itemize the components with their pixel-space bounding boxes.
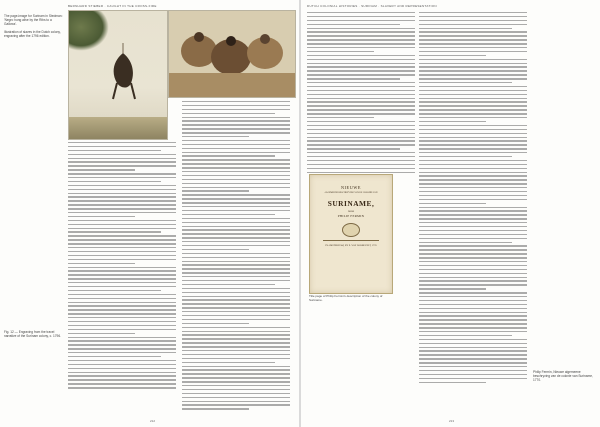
body-column-3 — [307, 12, 415, 175]
title-page-emblem — [342, 223, 360, 237]
running-head-right: DUTCH COLONIAL HISTORIES · SURINAM · SLAVERY AND REPRESENTATION — [307, 4, 437, 8]
book-title-page-image — [309, 174, 393, 294]
title-page-head: NIEUWE — [340, 185, 362, 190]
colonial-scene-illustration — [169, 11, 295, 97]
hanging-figure-illustration — [103, 43, 143, 103]
body-column-4 — [419, 12, 527, 386]
title-page-rule — [323, 240, 379, 241]
body-column-2 — [182, 101, 290, 412]
body-column-1 — [68, 142, 176, 391]
margin-caption-right: Philip Fermin, Nieuwe algemeene beschryving van de colonie van Suriname, 1770. — [533, 370, 593, 383]
side-caption — [4, 14, 64, 41]
engraving-plate-middle — [168, 10, 296, 98]
footnote-left: Fig. 12 — Engraving from the travel narrative of the Surinam colony, c. 1796. — [4, 330, 61, 339]
side-caption-text-1: The page-image for Surinam in Stedman: 'Negro hung alive by the Ribs to a Gallows'. — [4, 14, 63, 27]
title-page-caption: Title page of Philip Fermin's description of the colony of Suriname. — [309, 294, 383, 302]
title-page-by: DOOR — [347, 211, 355, 213]
folio-left: 212 — [150, 419, 156, 423]
side-caption-text-2: Illustration of slaves in the Dutch colony, engraving after the 1796 edition. — [4, 29, 61, 38]
left-page — [0, 0, 299, 427]
title-page-author: PHILIP FERMIN — [337, 214, 365, 218]
title-page-subtitle: ALGEMEENE BESCHRYVING VAN DE COLONIE VAN — [324, 192, 378, 194]
ground-illustration — [69, 117, 167, 139]
title-page-imprint: IN AMSTERDAM, BY E. VAN HARREVELT, 1770 — [325, 243, 377, 247]
title-page-main-title: SURINAME, — [327, 199, 375, 208]
right-page — [301, 0, 600, 427]
folio-right: 213 — [449, 419, 455, 423]
engraving-plate-top — [68, 10, 168, 140]
running-head-left: BERNHARD STIEBER · CAUGHT IN THE CROSS-FIRE — [68, 4, 157, 8]
